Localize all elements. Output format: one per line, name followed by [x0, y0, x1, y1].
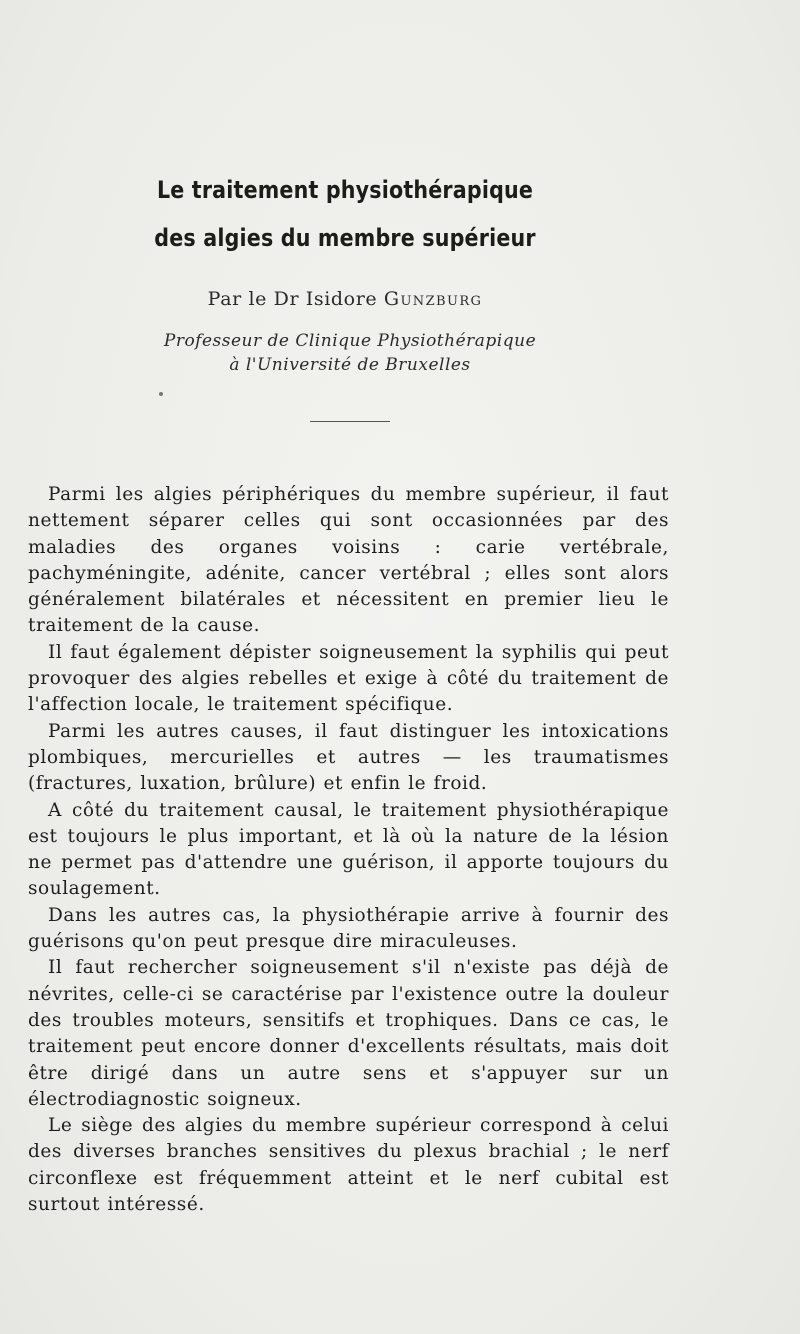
paragraph: Parmi les algies périphériques du membre supérieur, il faut nettement séparer celles qui sont occasionnées par des maladies des organes voisins : carie vertébrale, pachyméningite, adénite, cancer vertébral ; elles sont alors généralement bilatérales et nécessitent en premier lieu le traitement de la cause.	[28, 484, 669, 637]
section-divider	[310, 421, 390, 422]
author-byline	[0, 288, 690, 310]
article-title-line-1: Le traitement physiothérapique	[156, 176, 534, 204]
paragraph: Il faut rechercher soigneusement s'il n'existe pas déjà de névrites, celle-ci se caractérise par l'existence outre la douleur des troubles moteurs, sensitifs et trophiques. Dans ce cas, le traitement peut encore donner d'excellents résultats, mais doit être dirigé dans un autre sens et s'appuyer sur un électrodiagnostic soigneux.	[28, 957, 669, 1110]
article-title-line-2: des algies du membre supérieur	[154, 224, 536, 252]
affiliation-line-1: Professeur de Clinique Physiothérapique	[163, 331, 537, 351]
article-body	[28, 482, 669, 1218]
paragraph: A côté du traitement causal, le traitement physiothérapique est toujours le plus important, et là où la nature de la lésion ne permet pas d'attendre une guérison, il apporte toujours du soulagement.	[28, 799, 669, 900]
paragraph: Parmi les autres causes, il faut distinguer les intoxications plombiques, mercurielles et autres — les traumatismes (fractures, luxation, brûlure) et enfin le froid.	[28, 720, 669, 795]
paragraph: Le siège des algies du membre supérieur correspond à celui des diverses branches sensitives du plexus brachial ; le nerf circonflexe est fréquemment atteint et le nerf cubital est surtout intéressé.	[28, 1115, 669, 1216]
paragraph: Il faut également dépister soigneusement la syphilis qui peut provoquer des algies rebelles et exige à côté du traitement de l'affection locale, le traitement spécifique.	[28, 641, 669, 716]
author-surname: Gunzburg	[383, 288, 483, 310]
ink-speck	[159, 392, 163, 396]
affiliation-line-2: à l'Université de Bruxelles	[229, 355, 471, 375]
byline-prefix: Par le Dr Isidore	[207, 288, 378, 310]
paragraph: Dans les autres cas, la physiothérapie arrive à fournir des guérisons qu'on peut presque dire miraculeuses.	[28, 904, 669, 953]
